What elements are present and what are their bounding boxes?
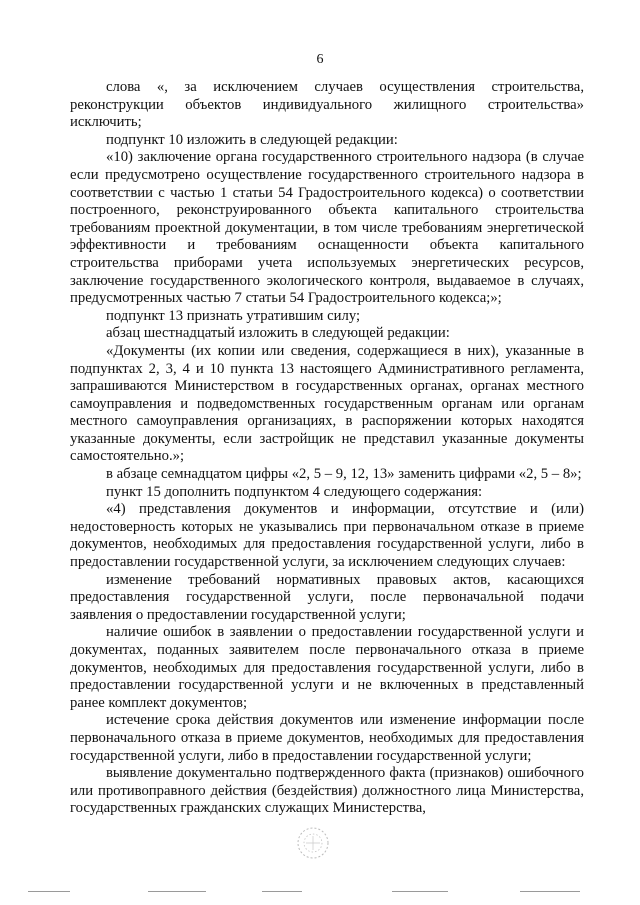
paragraph: изменение требований нормативных правовых актов, касающихся предоставления государственной услуги, после первоначальной подачи заявления о предоставлении государственной услуги;: [70, 571, 584, 623]
footer-divider: [262, 891, 302, 892]
paragraph: подпункт 10 изложить в следующей редакции:: [106, 131, 398, 148]
paragraph: пункт 15 дополнить подпунктом 4 следующего содержания:: [106, 483, 483, 500]
footer-divider: [148, 891, 206, 892]
paragraph: абзац шестнадцатый изложить в следующей редакции:: [106, 325, 450, 342]
paragraph: подпункт 13 признать утратившим силу;: [106, 307, 361, 324]
seal-stamp-icon: [296, 826, 330, 860]
paragraph: в абзаце семнадцатом цифры «2, 5 – 9, 12, 13» заменить цифрами «2, 5 – 8»;: [106, 466, 582, 483]
footer-divider: [28, 891, 70, 892]
footer-divider: [520, 891, 580, 892]
paragraph: «4) представления документов и информации, отсутствие и (или) недостоверность которых не указывались при первоначальном отказе в приеме документов, необходимых для предоставления государственной услуги, либо в предоставлении государственной услуги, за исключением следующих случаев:: [70, 501, 584, 571]
body-text: [70, 79, 584, 818]
paragraph: наличие ошибок в заявлении о предоставлении государственной услуги и документах, поданных заявителем после первоначального отказа в приеме документов, необходимых для предоставления государственной услуги, либо в предоставлении государственной услуги и не включенных в представленный ранее комплект документов;: [70, 624, 584, 711]
paragraph: «10) заключение органа государственного строительного надзора (в случае если предусмотрено осуществление государственного строительного надзора в соответствии с частью 1 статьи 54 Градостроительного кодекса) о соответствии построенного, реконструированного объекта капитального строительства требованиям проектной документации, в том числе требованиям энергетической эффективности и требованиям оснащенности объекта капитального строительства приборами учета используемых энергетических ресурсов, заключение государственного экологического контроля, выдаваемое в случаях, предусмотренных частью 7 статьи 54 Градостроительного кодекса;»;: [70, 149, 584, 307]
paragraph: истечение срока действия документов или изменение информации после первоначального отказа в приеме документов, необходимых для предоставления государственной услуги, либо в предоставлении государственной услуги;: [70, 712, 584, 764]
footer-divider: [392, 891, 448, 892]
paragraph: слова «, за исключением случаев осуществления строительства, реконструкции объектов индивидуального жилищного строительства» исключить;: [70, 79, 584, 131]
paragraph: выявление документально подтвержденного факта (признаков) ошибочного или противоправного действия (бездействия) должностного лица Министерства, государственных гражданских служащих Министерства,: [70, 765, 584, 817]
paragraph: «Документы (их копии или сведения, содержащиеся в них), указанные в подпунктах 2, 3, 4 и 10 пункта 13 настоящего Административного регламента, запрашиваются Министерством в государственных органах, органах местного самоуправления и подведомственных государственным органам или органам местного самоуправления организациях, в распоряжении которых находятся указанные документы, если застройщик не представил указанные документы самостоятельно.»;: [70, 342, 584, 465]
page-number: 6: [316, 52, 324, 67]
